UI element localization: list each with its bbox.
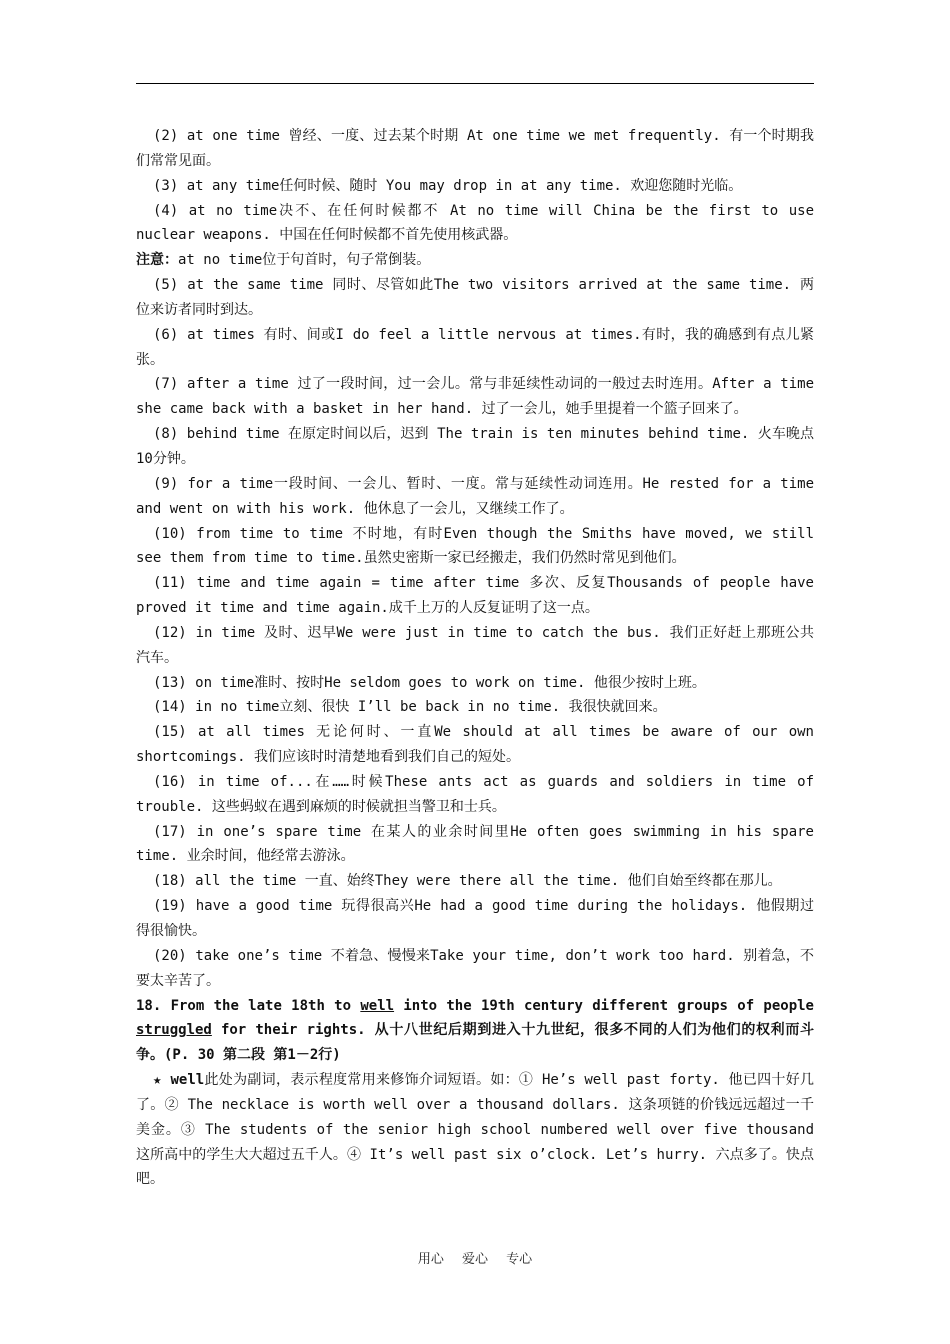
note-paragraph bbox=[136, 248, 814, 273]
star-note bbox=[136, 1068, 814, 1192]
star-note-keyword: well bbox=[170, 1072, 205, 1089]
phrase-item-18: (18) all the time 一直、始终They were there all the time. 他们自始至终都在那儿。 bbox=[153, 873, 782, 890]
phrase-item-5: (5) at the same time 同时、尽管如此The two visitors arrived at the same time. 两位来访者同时到达。 bbox=[136, 277, 814, 318]
sentence-18-part3: for their rights. 从十八世纪后期到进入十九世纪，很多不同的人们为他们的权利而斗争。(P. 30 第二段 第1－2行) bbox=[136, 1022, 814, 1064]
sentence-18-part1: 18. From the late 18th to bbox=[136, 997, 361, 1014]
header-rule bbox=[136, 83, 814, 84]
note-label: 注意： bbox=[136, 252, 178, 269]
phrase-item-7: (7) after a time 过了一段时间，过一会儿。常与非延续性动词的一般过去时连用。After a time she came back with a basket in her hand. 过了一会儿，她手里提着一个篮子回来了。 bbox=[136, 376, 814, 418]
note-text: at no time位于句首时，句子常倒装。 bbox=[178, 252, 431, 269]
sentence-18 bbox=[136, 994, 814, 1069]
phrase-item-13: (13) on time准时、按时He seldom goes to work on time. 他很少按时上班。 bbox=[153, 674, 706, 691]
phrase-item-11: (11) time and time again = time after time 多次、反复Thousands of people have proved it time and time again.成千上万的人反复证明了这一点。 bbox=[136, 575, 814, 617]
sentence-18-part2: into the 19th century different groups of people bbox=[394, 997, 814, 1014]
phrase-item-19: (19) have a good time 玩得很高兴He had a good time during the holidays. 他假期过得很愉快。 bbox=[136, 898, 814, 939]
phrase-item-3: (3) at any time任何时候、随时 You may drop in at any time. 欢迎您随时光临。 bbox=[153, 177, 743, 194]
phrase-item-8: (8) behind time 在原定时间以后，迟到 The train is ten minutes behind time. 火车晚点10分钟。 bbox=[136, 426, 814, 467]
phrase-item-9: (9) for a time一段时间、一会儿、暂时、一度。常与延续性动词连用。He rested for a time and went on with his work. 他休息了一会儿，又继续工作了。 bbox=[136, 475, 814, 517]
phrase-item-12: (12) in time 及时、迟早We were just in time to catch the bus. 我们正好赶上那班公共汽车。 bbox=[136, 624, 814, 666]
phrase-item-17: (17) in one’s spare time 在某人的业余时间里He often goes swimming in his spare time. 业余时间，他经常去游泳。 bbox=[136, 823, 814, 865]
phrase-item-10: (10) from time to time 不时地，有时Even though the Smiths have moved, we still see them from time to time.虽然史密斯一家已经搬走，我们仍然时常见到他们。 bbox=[136, 525, 814, 567]
page-footer: 用心 爱心 专心 bbox=[417, 1252, 533, 1267]
document-body bbox=[136, 124, 814, 1192]
sentence-18-well: well bbox=[360, 997, 395, 1014]
phrase-item-16: (16) in time of...在……时候These ants act as guards and soldiers in time of trouble. 这些蚂蚁在遇到麻烦的时候就担当警卫和士兵。 bbox=[136, 773, 814, 815]
star-icon: ★ bbox=[153, 1072, 162, 1089]
sentence-18-struggled: struggled bbox=[136, 1022, 212, 1039]
phrase-item-6: (6) at times 有时、间或I do feel a little nervous at times.有时，我的确感到有点儿紧张。 bbox=[136, 326, 814, 368]
phrase-item-20: (20) take one’s time 不着急、慢慢来Take your time, don’t work too hard. 别着急，不要太辛苦了。 bbox=[136, 947, 814, 989]
phrase-item-4: (4) at no time决不、在任何时候都不 At no time will China be the first to use nuclear weapons. 中国在任何时候都不首先使用核武器。 bbox=[136, 202, 814, 244]
phrase-item-15: (15) at all times 无论何时、一直We should at all times be aware of our own shortcomings. 我们应该时时清楚地看到我们自己的短处。 bbox=[136, 724, 814, 766]
phrase-item-14: (14) in no time立刻、很快 I’ll be back in no time. 我很快就回来。 bbox=[153, 699, 667, 716]
star-note-text: 此处为副词，表示程度常用来修饰介词短语。如：① He’s well past forty. 他已四十好几了。② The necklace is worth well over a thousand dollars. 这条项链的价钱远远超过一千美金。③ The students of the senior high school numbered well over five thousand 这所高中的学生大大超过五千人。④ It’s well past six o’clock. Let’s hurry. 六点多了。快点吧。 bbox=[136, 1072, 815, 1188]
phrase-item-2: (2) at one time 曾经、一度、过去某个时期 At one time we met frequently. 有一个时期我们常常见面。 bbox=[136, 128, 814, 169]
